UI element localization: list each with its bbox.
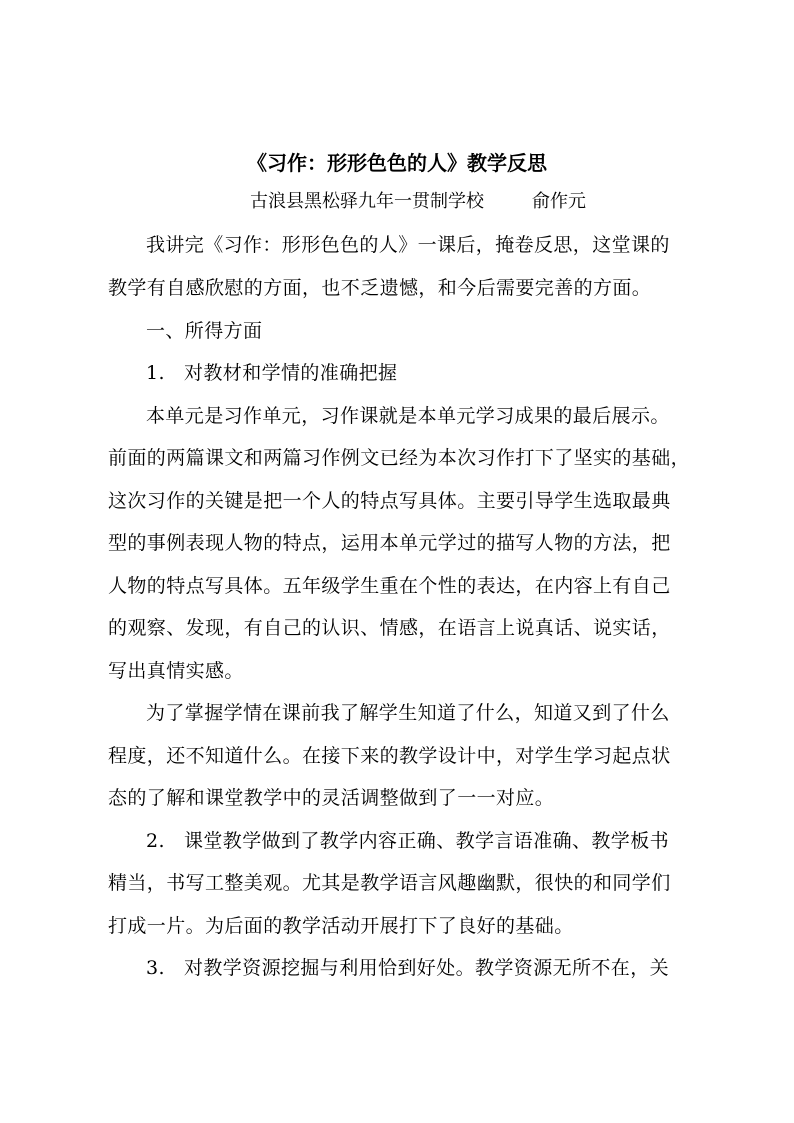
- numbered-item: [108, 829, 746, 853]
- text-line: 前面的两篇课文和两篇习作例文已经为本次习作打下了坚实的基础，: [108, 447, 691, 469]
- item-number: 1.: [146, 362, 165, 384]
- item-number: 2.: [146, 830, 165, 852]
- numbered-item: [108, 361, 746, 385]
- text-line: 为了掌握学情在课前我了解学生知道了什么，知道又到了什么: [146, 702, 670, 724]
- school-name: 古浪县黑松驿九年一贯制学校: [250, 191, 484, 212]
- document-title: 《习作：形形色色的人》教学反思: [247, 151, 547, 175]
- text-line: 本单元是习作单元，习作课就是本单元学习成果的最后展示。: [146, 405, 670, 427]
- text-line: 对教材和学情的准确把握: [184, 362, 398, 384]
- item-number: 3.: [146, 957, 165, 979]
- section-heading: 一、所得方面: [146, 320, 263, 342]
- byline: [250, 190, 586, 214]
- text-line: 我讲完《习作：形形色色的人》一课后，掩卷反思，这堂课的: [146, 234, 670, 256]
- author-name: 俞作元: [532, 191, 586, 212]
- text-line: 精当，书写工整美观。尤其是教学语言风趣幽默，很快的和同学们: [108, 872, 671, 894]
- text-line: 写出真情实感。: [108, 660, 244, 682]
- text-line: 态的了解和课堂教学中的灵活调整做到了一一对应。: [108, 787, 555, 809]
- text-line: 对教学资源挖掘与利用恰到好处。教学资源无所不在，关: [184, 957, 670, 979]
- text-line: 型的事例表现人物的特点，运用本单元学过的描写人物的方法，把: [108, 532, 671, 554]
- text-line: 程度，还不知道什么。在接下来的教学设计中，对学生学习起点状: [108, 745, 671, 767]
- text-line: 打成一片。为后面的教学活动开展打下了良好的基础。: [108, 915, 574, 937]
- text-line: 人物的特点写具体。五年级学生重在个性的表达，在内容上有自己: [108, 575, 671, 597]
- text-line: 这次习作的关键是把一个人的特点写具体。主要引导学生选取最典: [108, 490, 671, 512]
- numbered-item: [108, 956, 746, 980]
- text-line: 课堂教学做到了教学内容正确、教学言语准确、教学板书: [184, 830, 670, 852]
- text-line: 的观察、发现，有自己的认识、情感，在语言上说真话、说实话，: [108, 617, 671, 639]
- text-line: 教学有自感欣慰的方面，也不乏遗憾，和今后需要完善的方面。: [108, 277, 652, 299]
